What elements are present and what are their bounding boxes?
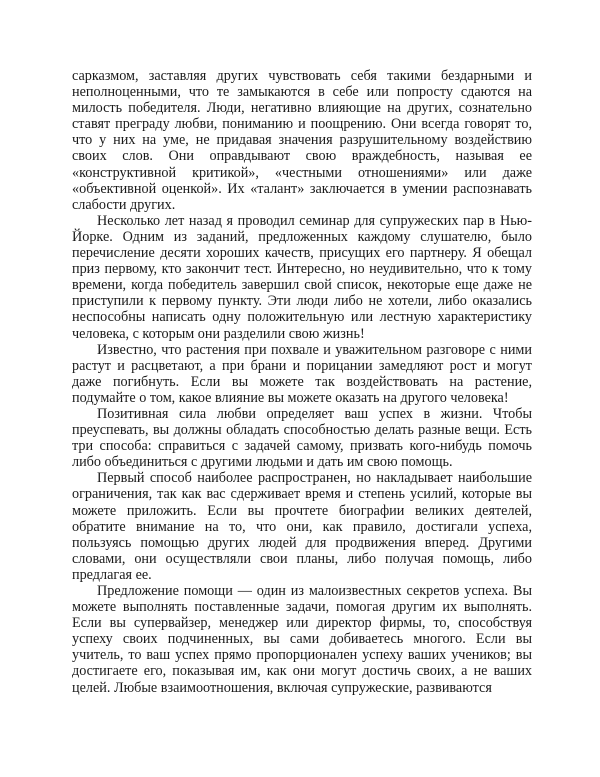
paragraph-1: сарказмом, заставляя других чувствовать себя такими бездарными и неполноценными, что те замыкаются в себе или попросту сдаются на милость победителя. Люди, негативно влияющие на других, сознательно ставят преграду любви, пониманию и поощрению. Они всегда говорят то, что у них на уме, не придавая значения разрушительному воздействию своих слов. Они оправдывают свою враждебность, называя ее «конструктивной критикой», «честными отношениями» или даже «объективной оценкой». Их «талант» заключается в умении распознавать слабости других. [72,68,532,213]
paragraph-5: Первый способ наиболее распространен, но накладывает наибольшие ограничения, так как вас сдерживает время и степень усилий, которые вы можете приложить. Если вы прочтете биографии великих деятелей, обратите внимание на то, что они, как правило, достигали успеха, пользуясь помощью других людей для продвижения вперед. Другими словами, они осуществляли свои планы, либо получая помощь, либо предлагая ее. [72,470,532,583]
paragraph-3: Известно, что растения при похвале и уважительном разговоре с ними растут и расцветают, а при брани и порицании замедляют рост и могут даже погибнуть. Если вы можете так воздействовать на растение, подумайте о том, какое влияние вы можете оказать на другого человека! [72,341,532,406]
paragraph-2: Несколько лет назад я проводил семинар для супружеских пар в Нью-Йорке. Одним из заданий, предложенных каждому слушателю, было перечисление десяти хороших качеств, присущих его партнеру. Я обещал приз первому, кто закончит тест. Интересно, но неудивительно, что к тому времени, когда победитель завершил свой список, некоторые еще даже не приступили к первому пункту. Эти люди либо не хотели, либо оказались неспособны написать одну положительную или лестную характеристику человека, с которым они разделили свою жизнь! [72,212,532,342]
paragraph-4: Позитивная сила любви определяет ваш успех в жизни. Чтобы преуспевать, вы должны обладать способностью делать разные вещи. Есть три способа: справиться с задачей самому, призвать кого-нибудь помочь либо объединиться с другими людьми и дать им свою помощь. [72,405,532,471]
page-body [72,68,532,696]
paragraph-6: Предложение помощи — один из малоизвестных секретов успеха. Вы можете выполнять поставленные задачи, помогая другим их выполнять. Если вы супервайзер, менеджер или директор фирмы, то, способствуя успеху своих подчиненных, вы сами добиваетесь многого. Если вы учитель, то ваш успех прямо пропорционален успеху ваших учеников; вы достигаете его, показывая им, как они могут достичь своих, а не ваших целей. Любые взаимоотношения, включая супружеские, развиваются [72,583,532,696]
